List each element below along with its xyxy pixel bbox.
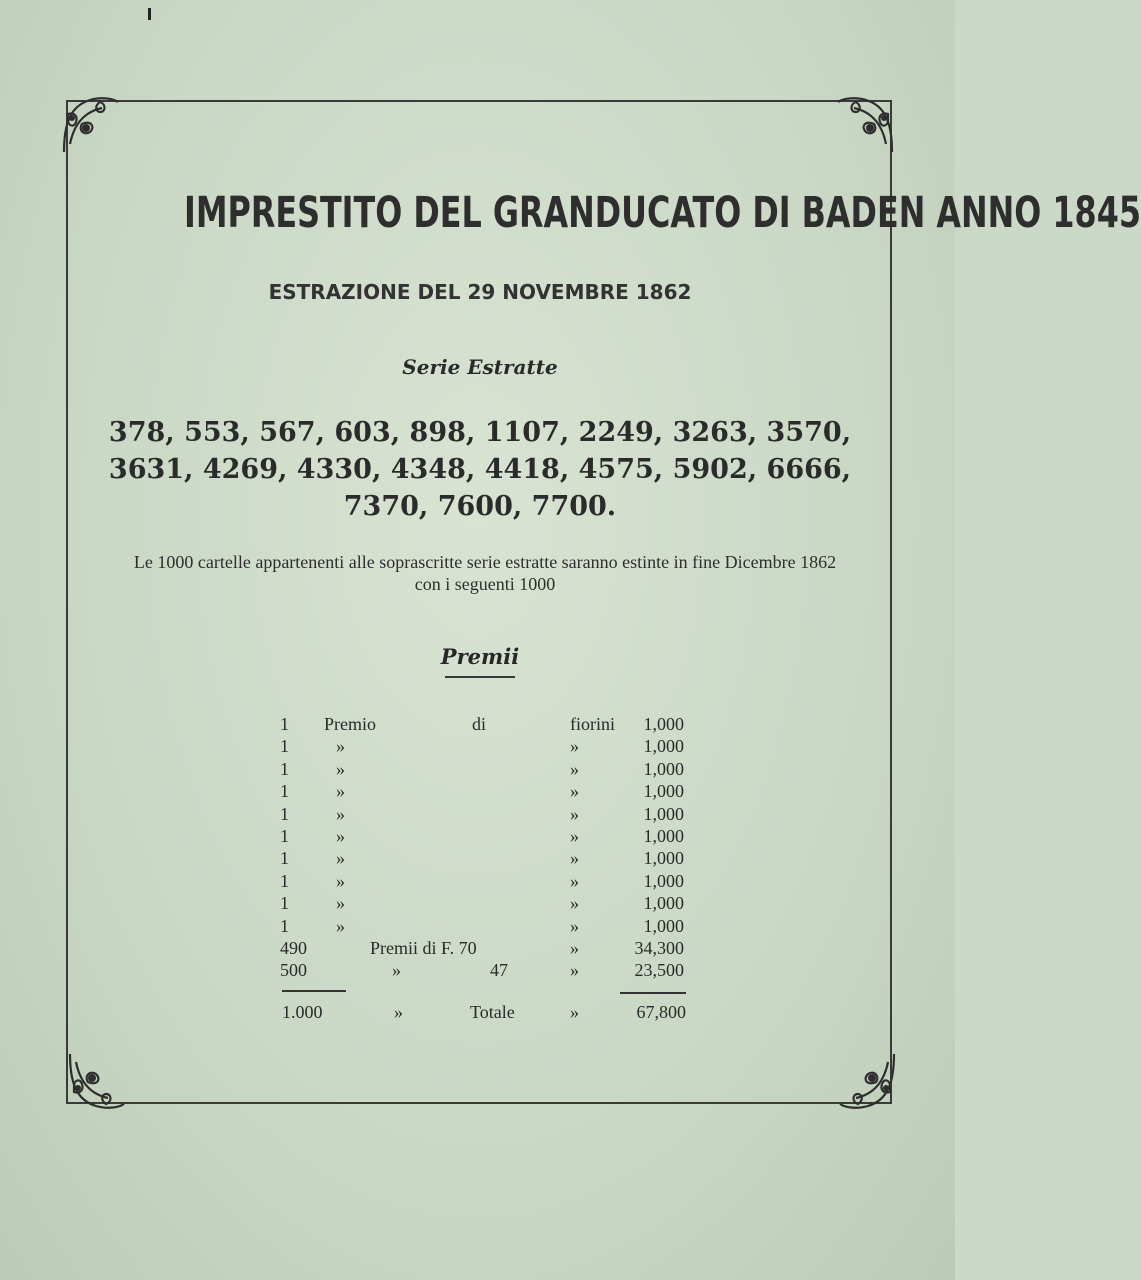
prize-label: » <box>336 736 345 757</box>
table-row <box>280 848 700 870</box>
prize-label: » <box>336 848 345 869</box>
corner-ornament-icon <box>66 1050 128 1112</box>
corner-ornament-icon <box>836 1050 898 1112</box>
corner-ornament-icon <box>60 94 122 156</box>
document-title: IMPRESTITO DEL GRANDUCATO DI BADEN ANNO 1845 <box>184 188 1141 238</box>
total-qty: 1.000 <box>282 1002 323 1022</box>
prize-label: » <box>336 825 345 846</box>
prize-amount: 1,000 <box>643 758 684 779</box>
prize-table <box>280 714 700 983</box>
prize-qty: 1 <box>280 848 289 869</box>
prize-currency: » <box>570 758 579 779</box>
total-ditto: » <box>394 1002 403 1022</box>
series-heading: Serie Estratte <box>402 355 558 379</box>
sum-rule-qty <box>282 990 346 992</box>
prize-label: Premio <box>324 714 376 734</box>
prize-qty: 500 <box>280 960 307 981</box>
prize-di: di <box>472 714 487 734</box>
corner-ornament-icon <box>834 94 896 156</box>
prize-amount: 1,000 <box>643 915 684 936</box>
table-row <box>280 736 700 758</box>
series-numbers: 378, 553, 567, 603, 898, 1107, 2249, 3263, 3570, 3631, 4269, 4330, 4348, 4418, 4575, 5902, 6666, 7370, 7600, 7700. <box>108 417 852 522</box>
prize-qty: 1 <box>280 915 289 936</box>
extinction-notice: Le 1000 cartelle appartenenti alle soprascritte serie estratte saranno estinte in fine Dicembre 1862 con i seguenti 1000 <box>133 552 837 594</box>
sum-rule-amount <box>620 992 686 994</box>
table-row <box>280 826 700 848</box>
prize-currency: » <box>570 848 579 869</box>
table-row <box>280 781 700 803</box>
prize-amount: 23,500 <box>634 960 684 981</box>
table-row <box>280 916 700 938</box>
prize-amount: 1,000 <box>643 848 684 869</box>
prize-currency: » <box>570 893 579 914</box>
prize-label: » <box>336 870 345 891</box>
draw-date-subtitle: ESTRAZIONE DEL 29 NOVEMBRE 1862 <box>268 280 692 304</box>
prize-amount: 1,000 <box>643 870 684 891</box>
prize-currency: » <box>570 825 579 846</box>
prize-amount: 1,000 <box>643 781 684 802</box>
prize-currency: » <box>570 937 579 958</box>
prize-label: » <box>336 803 345 824</box>
prize-qty: 1 <box>280 825 289 846</box>
total-row <box>280 1002 700 1026</box>
prize-qty: 1 <box>280 758 289 779</box>
heading-underline <box>445 676 515 678</box>
prize-currency: » <box>570 781 579 802</box>
prize-label: » <box>336 758 345 779</box>
prize-currency: » <box>570 960 579 981</box>
prize-currency: » <box>570 736 579 757</box>
prize-label: » <box>336 915 345 936</box>
prize-amount: 34,300 <box>634 937 684 958</box>
prize-amount: 1,000 <box>643 825 684 846</box>
table-row <box>280 960 700 982</box>
prize-amount: 1,000 <box>643 714 684 734</box>
table-row <box>280 804 700 826</box>
prize-qty: 1 <box>280 803 289 824</box>
prize-currency: » <box>570 915 579 936</box>
prize-label: » <box>336 893 345 914</box>
prize-currency: » <box>570 803 579 824</box>
total-currency: » <box>570 1002 579 1022</box>
prize-qty: 1 <box>280 714 289 734</box>
table-row <box>280 714 700 736</box>
prize-label: » <box>392 960 401 981</box>
table-row <box>280 938 700 960</box>
prize-qty: 1 <box>280 870 289 891</box>
table-row <box>280 759 700 781</box>
table-row <box>280 871 700 893</box>
prize-qty: 490 <box>280 937 307 958</box>
prize-currency: fiorini <box>570 714 615 734</box>
prize-amount: 1,000 <box>643 736 684 757</box>
prize-qty: 1 <box>280 893 289 914</box>
prize-qty: 1 <box>280 736 289 757</box>
prize-amount: 1,000 <box>643 893 684 914</box>
prize-currency: » <box>570 870 579 891</box>
total-amount: 67,800 <box>636 1002 686 1022</box>
table-row <box>280 893 700 915</box>
prize-label: Premii di F. 70 <box>370 937 477 958</box>
prize-amount: 1,000 <box>643 803 684 824</box>
total-label: Totale <box>470 1002 515 1022</box>
prize-label: » <box>336 781 345 802</box>
ink-mark <box>148 8 151 20</box>
prizes-heading: Premii <box>440 644 520 669</box>
prize-qty: 1 <box>280 781 289 802</box>
prize-di: 47 <box>490 960 508 981</box>
